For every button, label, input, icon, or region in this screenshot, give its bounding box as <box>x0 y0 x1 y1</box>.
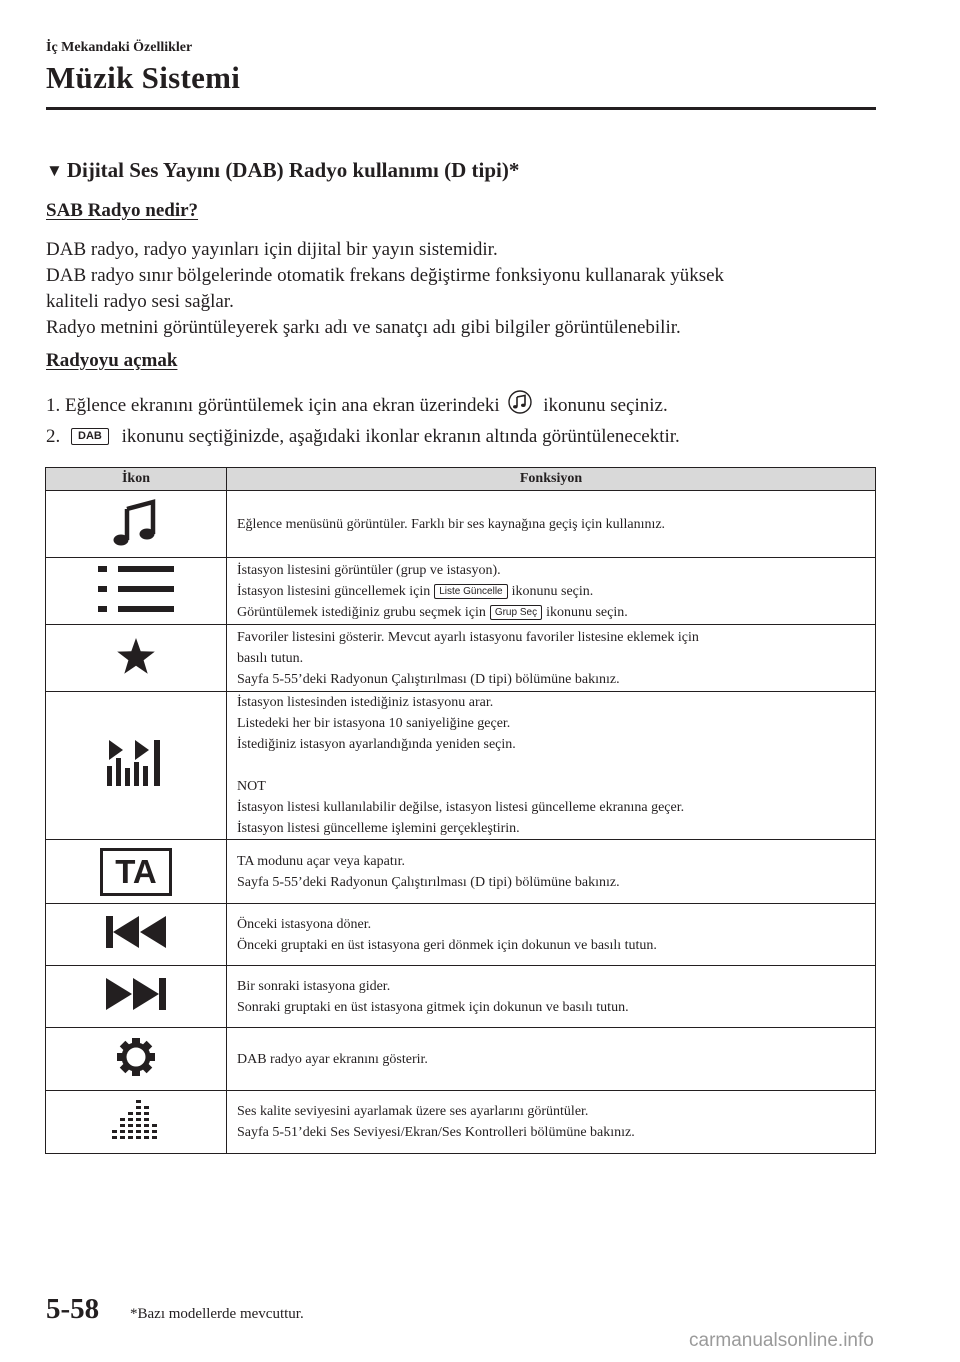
function-line: Eğlence menüsünü görüntüler. Farklı bir ses kaynağına geçiş için kullanınız. <box>237 516 666 532</box>
function-cell <box>227 840 876 904</box>
icon-cell <box>46 491 227 558</box>
icon-cell <box>46 1091 227 1154</box>
function-line: Bir sonraki istasyona gider. <box>237 978 391 994</box>
turn-on-heading: Radyoyu açmak <box>46 350 178 371</box>
icon-function-table <box>45 467 876 1154</box>
station-list-icon <box>96 564 176 614</box>
function-cell <box>227 692 876 840</box>
function-text: ikonunu seçin. <box>546 604 628 620</box>
group-select-button-badge: Grup Seç <box>490 605 542 620</box>
function-cell <box>227 491 876 558</box>
table-row <box>46 1028 876 1091</box>
step-number: 2. <box>46 426 61 447</box>
paragraph-line: DAB radyo, radyo yayınları için dijital bir yayın sistemidir. <box>46 239 498 260</box>
function-cell <box>227 625 876 692</box>
paragraph-line: DAB radyo sınır bölgelerinde otomatik frekans değiştirme fonksiyonu kullanarak yüksek <box>46 265 725 286</box>
step-number: 1. <box>46 395 61 416</box>
music-note-icon <box>111 496 161 548</box>
table-row <box>46 625 876 692</box>
footnote: *Bazı modellerde mevcuttur. <box>130 1306 304 1322</box>
next-icon <box>104 976 168 1012</box>
icon-cell <box>46 904 227 966</box>
function-line: Sayfa 5-51’deki Ses Seviyesi/Ekran/Ses Kontrolleri bölümüne bakınız. <box>237 1125 635 1140</box>
icon-cell <box>46 558 227 625</box>
function-line: Sonraki gruptaki en üst istasyona gitmek için dokunun ve basılı tutun. <box>237 999 629 1015</box>
icon-cell <box>46 692 227 840</box>
function-line: Sayfa 5-55’deki Radyonun Çalıştırılması (D tipi) bölümüne bakınız. <box>237 671 620 687</box>
music-note-icon <box>508 390 532 414</box>
function-line: Sayfa 5-55’deki Radyonun Çalıştırılması (D tipi) bölümüne bakınız. <box>237 874 620 890</box>
section-title-text: Dijital Ses Yayını (DAB) Radyo kullanımı (D tipi)* <box>66 158 520 182</box>
function-line <box>237 581 875 602</box>
list-update-button-badge: Liste Güncelle <box>434 584 507 599</box>
paragraph-line: kaliteli radyo sesi sağlar. <box>46 291 234 312</box>
step-1 <box>46 390 668 417</box>
function-spacer <box>237 755 875 776</box>
function-line: İstasyon listesi güncelleme işlemini gerçekleştirin. <box>237 821 520 836</box>
previous-icon <box>104 914 168 950</box>
scan-icon <box>105 738 167 788</box>
table-row <box>46 692 876 840</box>
note-label: NOT <box>237 779 266 794</box>
dab-button-badge: DAB <box>71 428 109 445</box>
function-text: ikonunu seçin. <box>511 583 594 599</box>
what-is-paragraph <box>46 237 876 341</box>
function-cell <box>227 1091 876 1154</box>
star-icon <box>116 637 156 675</box>
section-title <box>46 158 519 183</box>
function-line <box>237 602 875 623</box>
function-line: İstasyon listesini görüntüler (grup ve istasyon). <box>237 562 501 578</box>
function-line: basılı tutun. <box>237 650 304 666</box>
page-number: 5-58 <box>46 1293 100 1325</box>
column-header-function: Fonksiyon <box>227 468 876 491</box>
function-line: Önceki istasyona döner. <box>237 916 372 932</box>
ta-icon <box>100 848 172 896</box>
function-line: DAB radyo ayar ekranını gösterir. <box>237 1051 428 1067</box>
function-line: İstediğiniz istasyon ayarlandığında yeniden seçin. <box>237 737 516 752</box>
table-header-row <box>46 468 876 491</box>
step-text: Eğlence ekranını görüntülemek için ana ekran üzerindeki <box>65 395 500 416</box>
icon-cell <box>46 840 227 904</box>
watermark: carmanualsonline.info <box>689 1330 874 1351</box>
sound-level-icon <box>108 1098 164 1142</box>
step-2 <box>46 426 680 448</box>
function-line: İstasyon listesinden istediğiniz istasyonu arar. <box>237 695 494 710</box>
gear-icon <box>116 1037 156 1077</box>
step-text: ikonunu seçtiğinizde, aşağıdaki ikonlar ekranın altında görüntülenecektir. <box>121 426 680 447</box>
table-row <box>46 966 876 1028</box>
ta-icon-label: TA <box>115 852 157 890</box>
table-row <box>46 840 876 904</box>
chapter-title: Müzik Sistemi <box>46 60 241 95</box>
function-text: Görüntülemek istediğiniz grubu seçmek için <box>237 604 486 620</box>
function-line: TA modunu açar veya kapatır. <box>237 853 405 869</box>
icon-cell <box>46 625 227 692</box>
paragraph-line: Radyo metnini görüntüleyerek şarkı adı ve sanatçı adı gibi bilgiler görüntülenebilir. <box>46 317 681 338</box>
subcategory-title: İç Mekandaki Özellikler <box>46 40 193 55</box>
function-line: Ses kalite seviyesini ayarlamak üzere ses ayarlarını görüntüler. <box>237 1104 589 1119</box>
step-text: ikonunu seçiniz. <box>543 395 668 416</box>
icon-cell <box>46 1028 227 1091</box>
function-line: Önceki gruptaki en üst istasyona geri dönmek için dokunun ve basılı tutun. <box>237 937 657 953</box>
table-row <box>46 1091 876 1154</box>
function-line: İstasyon listesi kullanılabilir değilse, istasyon listesi güncelleme ekranına geçer. <box>237 800 685 815</box>
icon-cell <box>46 966 227 1028</box>
column-header-icon: İkon <box>46 468 227 491</box>
function-text: İstasyon listesini güncellemek için <box>237 583 431 599</box>
header-rule <box>46 107 876 110</box>
what-is-heading: SAB Radyo nedir? <box>46 200 199 221</box>
function-line: Favoriler listesini gösterir. Mevcut ayarlı istasyonu favoriler listesine eklemek için <box>237 629 699 645</box>
table-row <box>46 558 876 625</box>
function-cell <box>227 558 876 625</box>
function-cell <box>227 904 876 966</box>
function-cell <box>227 1028 876 1091</box>
section-marker: ▼ <box>46 161 63 180</box>
function-cell <box>227 966 876 1028</box>
table-row <box>46 491 876 558</box>
function-line: Listedeki her bir istasyona 10 saniyeliğine geçer. <box>237 716 511 731</box>
table-row <box>46 904 876 966</box>
